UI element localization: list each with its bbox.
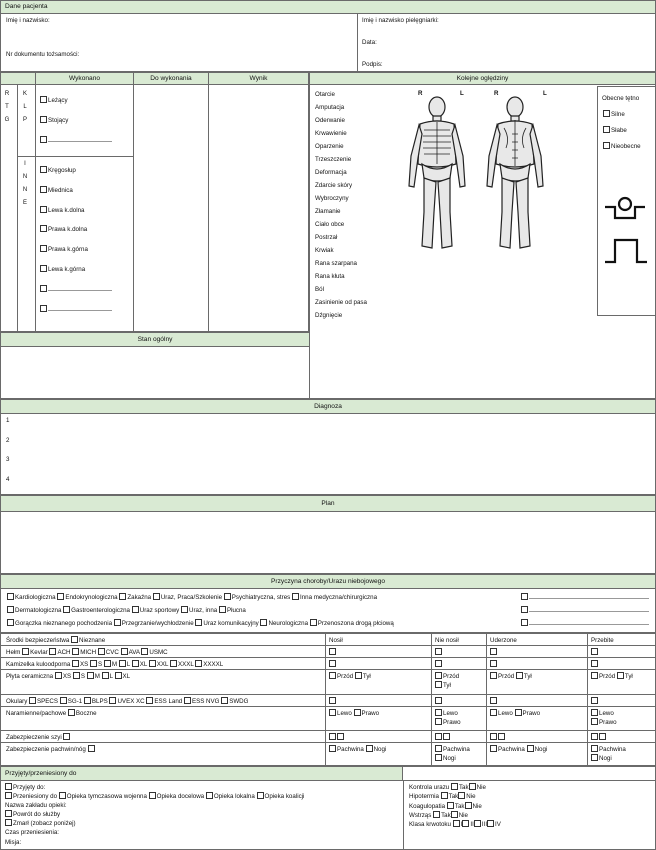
pulse-option[interactable]: Silne bbox=[603, 111, 625, 118]
moved-row bbox=[5, 792, 304, 801]
yes-checkbox[interactable]: Tak bbox=[447, 803, 465, 810]
no-checkbox[interactable]: Nie bbox=[458, 793, 475, 800]
equipment-option[interactable] bbox=[104, 661, 112, 668]
yes-checkbox[interactable]: Tak bbox=[451, 784, 469, 791]
equipment-option[interactable] bbox=[63, 734, 71, 741]
right-checkbox[interactable]: Prawo bbox=[515, 710, 541, 717]
equipment-option[interactable] bbox=[22, 649, 30, 656]
equipment-status-cell bbox=[490, 697, 498, 706]
equipment-status-cell bbox=[329, 672, 371, 681]
legs-checkbox[interactable]: Nogi bbox=[591, 755, 612, 762]
neck-checkbox[interactable] bbox=[591, 734, 599, 741]
right-checkbox[interactable]: Prawo bbox=[435, 719, 461, 726]
equipment-status-cell bbox=[490, 660, 498, 669]
front-r-label: R bbox=[418, 90, 423, 97]
trauma-check-row: Wstrząs Tak Nie bbox=[409, 811, 468, 819]
inne-item-checkbox[interactable]: Kręgosłup bbox=[40, 167, 76, 174]
equipment-status-cell bbox=[490, 745, 547, 754]
finding-item: Ciało obce bbox=[315, 221, 345, 228]
cause-checkbox[interactable]: Przegrzanie/wychłodzenie bbox=[114, 620, 194, 627]
left-checkbox[interactable]: Lewo bbox=[490, 710, 513, 717]
inne-item-checkbox[interactable]: Lewa k.dolna bbox=[40, 207, 84, 214]
legs-checkbox[interactable]: Nogi bbox=[435, 755, 456, 762]
cause-checkbox[interactable]: Gastroenterologiczna bbox=[63, 607, 130, 614]
col-result: Wynik bbox=[208, 72, 309, 85]
inne-item-checkbox[interactable] bbox=[40, 286, 112, 293]
equipment-option[interactable] bbox=[29, 698, 37, 705]
cause-other-3[interactable] bbox=[521, 619, 649, 628]
status-checkbox[interactable] bbox=[329, 698, 337, 705]
equipment-option[interactable] bbox=[149, 661, 157, 668]
diagnosis-line-number: 4 bbox=[6, 475, 10, 483]
equipment-option[interactable] bbox=[195, 661, 203, 668]
equipment-row-label: Płyta ceramiczna XS S M L XL bbox=[6, 673, 131, 680]
finding-item: Amputacja bbox=[315, 104, 345, 111]
cause-checkbox[interactable]: Gorączka nieznanego pochodzenia bbox=[7, 620, 112, 627]
plan-header: Plan bbox=[0, 495, 656, 512]
body-back-diagram[interactable] bbox=[480, 94, 550, 254]
cause-checkbox[interactable]: Inna medyczna/chirurgiczna bbox=[292, 594, 377, 601]
status-checkbox[interactable] bbox=[329, 661, 337, 668]
cause-checkbox[interactable]: Przenoszona drogą płciową bbox=[310, 620, 394, 627]
equipment-option[interactable] bbox=[72, 661, 80, 668]
status-checkbox[interactable] bbox=[435, 661, 443, 668]
right-checkbox[interactable]: Prawo bbox=[591, 719, 617, 726]
died-row[interactable]: Zmarł (zobacz poniżej) bbox=[5, 819, 76, 828]
groin-checkbox[interactable]: Pachwina bbox=[591, 746, 626, 753]
general-state-area bbox=[0, 346, 310, 399]
back-checkbox[interactable]: Tył bbox=[516, 673, 532, 680]
col-done: Wykonano bbox=[35, 72, 134, 85]
status-checkbox[interactable] bbox=[435, 649, 443, 656]
equipment-unknown-checkbox[interactable] bbox=[71, 636, 78, 643]
no-checkbox[interactable]: Nie bbox=[465, 803, 482, 810]
yes-checkbox[interactable]: Tak bbox=[433, 812, 451, 819]
mission-label: Misja: bbox=[5, 839, 22, 846]
equipment-option[interactable] bbox=[184, 698, 192, 705]
facility-label: Nazwa zakładu opieki: bbox=[5, 802, 67, 809]
finding-item: Rana kłuta bbox=[315, 273, 345, 280]
klp-item-checkbox[interactable]: Leżący bbox=[40, 97, 68, 104]
status-checkbox[interactable] bbox=[591, 698, 599, 705]
equipment-status-cell bbox=[435, 660, 443, 669]
inne-item-checkbox[interactable]: Prawa k.dolna bbox=[40, 226, 87, 233]
pulse-option[interactable]: Nieobecne bbox=[603, 143, 641, 150]
finding-item: Oderwanie bbox=[315, 117, 345, 124]
equipment-status-cell bbox=[490, 709, 540, 718]
vertical-letter: T bbox=[5, 104, 9, 110]
blood-class-checkbox[interactable]: IV bbox=[487, 821, 501, 828]
equipment-status-cell bbox=[490, 648, 498, 657]
cause-checkbox[interactable]: Płucna bbox=[219, 607, 246, 614]
finding-item: Krwiak bbox=[315, 247, 334, 254]
cause-row-1 bbox=[7, 593, 377, 602]
blood-class-checkbox[interactable]: II bbox=[462, 821, 473, 828]
moved-checkbox[interactable]: Przeniesiony do bbox=[5, 793, 57, 800]
diagnosis-line-number: 1 bbox=[6, 417, 10, 424]
equipment-row-label: Zabezpieczenie pachwin/nóg bbox=[6, 745, 96, 754]
neck-checkbox[interactable] bbox=[329, 734, 337, 741]
transfer-header: Przyjęty/przeniesiony do bbox=[0, 766, 403, 781]
neck-checkbox[interactable] bbox=[435, 734, 443, 741]
equipment-option[interactable] bbox=[98, 649, 106, 656]
status-checkbox[interactable] bbox=[591, 649, 599, 656]
equipment-status-cell bbox=[435, 733, 451, 742]
cause-checkbox[interactable]: Dermatologiczna bbox=[7, 607, 61, 614]
finding-item: Zdarcie skóry bbox=[315, 182, 353, 189]
equipment-status-cell bbox=[435, 648, 443, 657]
accepted-row[interactable]: Przyjęty do: bbox=[5, 783, 45, 792]
groin-checkbox[interactable]: Pachwina bbox=[435, 746, 470, 753]
col-todo: Do wykonania bbox=[133, 72, 209, 85]
equipment-status-cell bbox=[490, 733, 506, 742]
col-not-worn: Nie nosił bbox=[435, 637, 459, 644]
back-l-label: L bbox=[543, 90, 547, 97]
finding-item: Krwawienie bbox=[315, 130, 347, 137]
groin-checkbox[interactable]: Pachwina bbox=[329, 746, 364, 753]
patient-header: Dane pacjenta bbox=[0, 0, 656, 14]
equipment-status-cell bbox=[329, 733, 345, 742]
klp-item-checkbox[interactable] bbox=[40, 137, 112, 144]
equipment-status-cell bbox=[591, 697, 599, 706]
equipment-status-cell bbox=[329, 660, 337, 669]
equipment-option[interactable] bbox=[119, 661, 127, 668]
front-l-label: L bbox=[460, 90, 464, 97]
cause-row-2 bbox=[7, 606, 246, 615]
finding-item: Deformacja bbox=[315, 169, 347, 176]
left-checkbox[interactable]: Lewo bbox=[435, 710, 458, 717]
col-pierced: Przebite bbox=[591, 637, 614, 644]
equipment-option[interactable] bbox=[170, 661, 178, 668]
front-checkbox[interactable]: Przód bbox=[490, 673, 514, 680]
finding-item: Rana szarpana bbox=[315, 260, 357, 267]
equipment-status-cell bbox=[435, 709, 461, 727]
plan-area[interactable] bbox=[0, 511, 656, 574]
pulse-title: Obecne tętno bbox=[602, 95, 640, 102]
cause-checkbox[interactable]: Uraz, Praca/Szkolenie bbox=[153, 594, 222, 601]
vertical-letter: N bbox=[22, 174, 28, 180]
neck-checkbox[interactable] bbox=[337, 734, 345, 741]
no-checkbox[interactable]: Nie bbox=[469, 784, 486, 791]
moved-option[interactable]: Opieka lokalna bbox=[206, 793, 255, 800]
equipment-option[interactable] bbox=[73, 673, 81, 680]
equipment-option[interactable] bbox=[72, 649, 80, 656]
vertical-letter: R bbox=[4, 91, 10, 97]
equipment-option[interactable] bbox=[55, 673, 63, 680]
status-checkbox[interactable] bbox=[591, 661, 599, 668]
col-worn: Nosił bbox=[329, 637, 343, 644]
back-checkbox[interactable]: Tył bbox=[435, 682, 451, 689]
cause-checkbox[interactable]: Uraz, inna bbox=[181, 607, 217, 614]
groin-checkbox[interactable]: Pachwina bbox=[490, 746, 525, 753]
legs-checkbox[interactable]: Nogi bbox=[366, 746, 387, 753]
equipment-option[interactable] bbox=[102, 673, 110, 680]
legs-checkbox[interactable]: Nogi bbox=[527, 746, 548, 753]
front-checkbox[interactable]: Przód bbox=[591, 673, 615, 680]
neck-checkbox[interactable] bbox=[599, 734, 607, 741]
neck-checkbox[interactable] bbox=[443, 734, 451, 741]
patient-name-label: Imię i nazwisko: bbox=[6, 17, 50, 24]
neck-checkbox[interactable] bbox=[498, 734, 506, 741]
finding-item: Trzeszczenie bbox=[315, 156, 352, 163]
cause-checkbox[interactable]: Zakaźna bbox=[119, 594, 151, 601]
equipment-option[interactable] bbox=[146, 698, 154, 705]
equipment-status-cell bbox=[591, 660, 599, 669]
equipment-row-label: Zabezpieczenie szyi bbox=[6, 733, 71, 742]
finding-item: Wybroczyny bbox=[315, 195, 349, 202]
cause-checkbox[interactable]: Kardiologiczna bbox=[7, 594, 56, 601]
equipment-status-cell bbox=[435, 697, 443, 706]
equipment-title-row: Środki bezpieczeństwa Nieznane bbox=[6, 637, 106, 644]
follow-up-header: Kolejne oględziny bbox=[309, 72, 656, 85]
no-checkbox[interactable]: Nie bbox=[451, 812, 468, 819]
finding-item: Zasinienie od pasa bbox=[315, 299, 367, 306]
equipment-status-cell bbox=[435, 672, 459, 690]
vertical-letter: K bbox=[22, 91, 27, 97]
inne-item-checkbox[interactable]: Prawa k.górna bbox=[40, 246, 88, 253]
equipment-option[interactable] bbox=[109, 698, 117, 705]
finding-item: Postrzał bbox=[315, 234, 338, 241]
finding-item: Otarcie bbox=[315, 91, 335, 98]
back-checkbox[interactable]: Tył bbox=[617, 673, 633, 680]
equipment-status-cell bbox=[591, 672, 633, 681]
yes-checkbox[interactable]: Tak bbox=[441, 793, 459, 800]
equipment-option[interactable] bbox=[49, 649, 57, 656]
left-checkbox[interactable]: Lewo bbox=[329, 710, 352, 717]
back-checkbox[interactable]: Tył bbox=[355, 673, 371, 680]
equipment-option[interactable] bbox=[141, 649, 149, 656]
col-damaged: Uderzone bbox=[490, 637, 517, 644]
pulse-option[interactable]: Słabe bbox=[603, 127, 627, 134]
diagnosis-line-number: 2 bbox=[6, 436, 10, 444]
vertical-letter: L bbox=[23, 104, 27, 110]
moved-option[interactable]: Opieka docelowa bbox=[149, 793, 204, 800]
equipment-option[interactable] bbox=[60, 698, 68, 705]
finding-item: Złamanie bbox=[315, 208, 341, 215]
cause-checkbox[interactable]: Uraz sportowy bbox=[132, 607, 180, 614]
patient-doc-label: Nr dokumentu tożsamości: bbox=[6, 51, 80, 58]
equipment-row-label: Kamizelka kuloodporna XS S M L XL XXL XXXL XXXXL bbox=[6, 661, 224, 668]
status-checkbox[interactable] bbox=[329, 649, 337, 656]
equipment-status-cell bbox=[329, 745, 386, 754]
equipment-status-cell bbox=[591, 709, 617, 727]
finding-item: Oparzenie bbox=[315, 143, 344, 150]
transfer-header-right bbox=[402, 766, 656, 781]
inne-item-checkbox[interactable]: Miednica bbox=[40, 187, 73, 194]
equipment-row-label: Hełm Kevlar ACH MICH CVC AVA USMC bbox=[6, 649, 168, 656]
date-label: Data: bbox=[362, 39, 377, 46]
blood-class-checkbox[interactable]: III bbox=[474, 821, 487, 828]
status-checkbox[interactable] bbox=[490, 661, 498, 668]
cause-checkbox[interactable]: Uraz komunikacyjny bbox=[195, 620, 258, 627]
equipment-status-cell bbox=[591, 745, 626, 763]
equipment-status-cell bbox=[490, 672, 532, 681]
front-checkbox[interactable]: Przód bbox=[435, 673, 459, 680]
equipment-option[interactable] bbox=[115, 673, 123, 680]
equipment-row-label: Okulary SPECS SG-1 BLPS UVEX XC ESS Land ESS NVG SWDG bbox=[6, 698, 249, 705]
pulse-symbols-icon bbox=[603, 194, 649, 268]
equipment-status-cell bbox=[329, 648, 337, 657]
status-checkbox[interactable] bbox=[435, 698, 443, 705]
equipment-option[interactable] bbox=[87, 673, 95, 680]
cause-other-1[interactable] bbox=[521, 593, 649, 602]
cause-checkbox[interactable]: Endokrynologiczna bbox=[57, 594, 117, 601]
equipment-option[interactable] bbox=[90, 661, 98, 668]
moved-option[interactable]: Opieka tymczasowa wojenna bbox=[59, 793, 147, 800]
transfer-time-label: Czas przeniesienia: bbox=[5, 829, 59, 836]
status-checkbox[interactable] bbox=[490, 698, 498, 705]
cause-header: Przyczyna choroby/Urazu niebojowego bbox=[0, 574, 656, 589]
equipment-option[interactable] bbox=[221, 698, 229, 705]
right-checkbox[interactable]: Prawo bbox=[354, 710, 380, 717]
vertical-letter: P bbox=[22, 117, 27, 123]
front-checkbox[interactable]: Przód bbox=[329, 673, 353, 680]
klp-item-checkbox[interactable]: Stojący bbox=[40, 117, 68, 124]
diagnosis-header: Diagnoza bbox=[0, 399, 656, 414]
equipment-row-label: Naramienne/pachowe Boczne bbox=[6, 710, 97, 717]
equipment-status-cell bbox=[435, 745, 470, 763]
equipment-status-cell bbox=[591, 733, 607, 742]
moved-option[interactable]: Opieka koalicji bbox=[257, 793, 305, 800]
transfer-area bbox=[0, 780, 656, 850]
diagnosis-area bbox=[0, 413, 656, 495]
vertical-letter: N bbox=[22, 187, 28, 193]
nurse-name-label: Imię i nazwisko pielęgniarki: bbox=[362, 17, 439, 24]
equipment-option[interactable] bbox=[121, 649, 129, 656]
trauma-check-row: Kontrola urazu Tak Nie bbox=[409, 784, 486, 791]
trauma-check-row: Hipotermia Tak Nie bbox=[409, 793, 476, 801]
equipment-option[interactable] bbox=[84, 698, 92, 705]
cause-checkbox[interactable]: Neurologiczna bbox=[260, 620, 308, 627]
vertical-letter: I bbox=[24, 161, 26, 167]
back-r-label: R bbox=[494, 90, 499, 97]
equipment-option[interactable] bbox=[68, 710, 76, 717]
body-front-diagram[interactable] bbox=[402, 94, 472, 254]
cause-other-2[interactable] bbox=[521, 606, 649, 615]
signature-label: Podpis: bbox=[362, 61, 383, 68]
patient-section bbox=[0, 13, 656, 72]
equipment-option[interactable] bbox=[88, 746, 96, 753]
cause-row-3 bbox=[7, 619, 394, 628]
status-checkbox[interactable] bbox=[490, 649, 498, 656]
finding-item: Dźgnięcie bbox=[315, 312, 343, 319]
blood-class-row: Klasa krwotoku II III IV bbox=[409, 821, 501, 829]
equipment-status-cell bbox=[329, 697, 337, 706]
returned-row[interactable]: Powrót do służby bbox=[5, 810, 60, 819]
equipment-status-cell bbox=[591, 648, 599, 657]
finding-item: Ból bbox=[315, 286, 324, 293]
equipment-option[interactable] bbox=[132, 661, 140, 668]
inne-item-checkbox[interactable] bbox=[40, 306, 112, 313]
diagnosis-line-number: 3 bbox=[6, 456, 10, 463]
vertical-letter: E bbox=[22, 200, 27, 206]
left-checkbox[interactable]: Lewo bbox=[591, 710, 614, 717]
general-state-header: Stan ogólny bbox=[0, 332, 310, 347]
trauma-check-row: Koagulopatia Tak Nie bbox=[409, 802, 482, 810]
vertical-letter: G bbox=[4, 117, 10, 123]
equipment-status-cell bbox=[329, 709, 379, 718]
blood-class-checkbox[interactable] bbox=[453, 821, 463, 828]
neck-checkbox[interactable] bbox=[490, 734, 498, 741]
inne-item-checkbox[interactable]: Lewa k.górna bbox=[40, 266, 85, 273]
cause-checkbox[interactable]: Psychiatryczna, stres bbox=[224, 594, 290, 601]
exam-corner bbox=[0, 72, 36, 85]
